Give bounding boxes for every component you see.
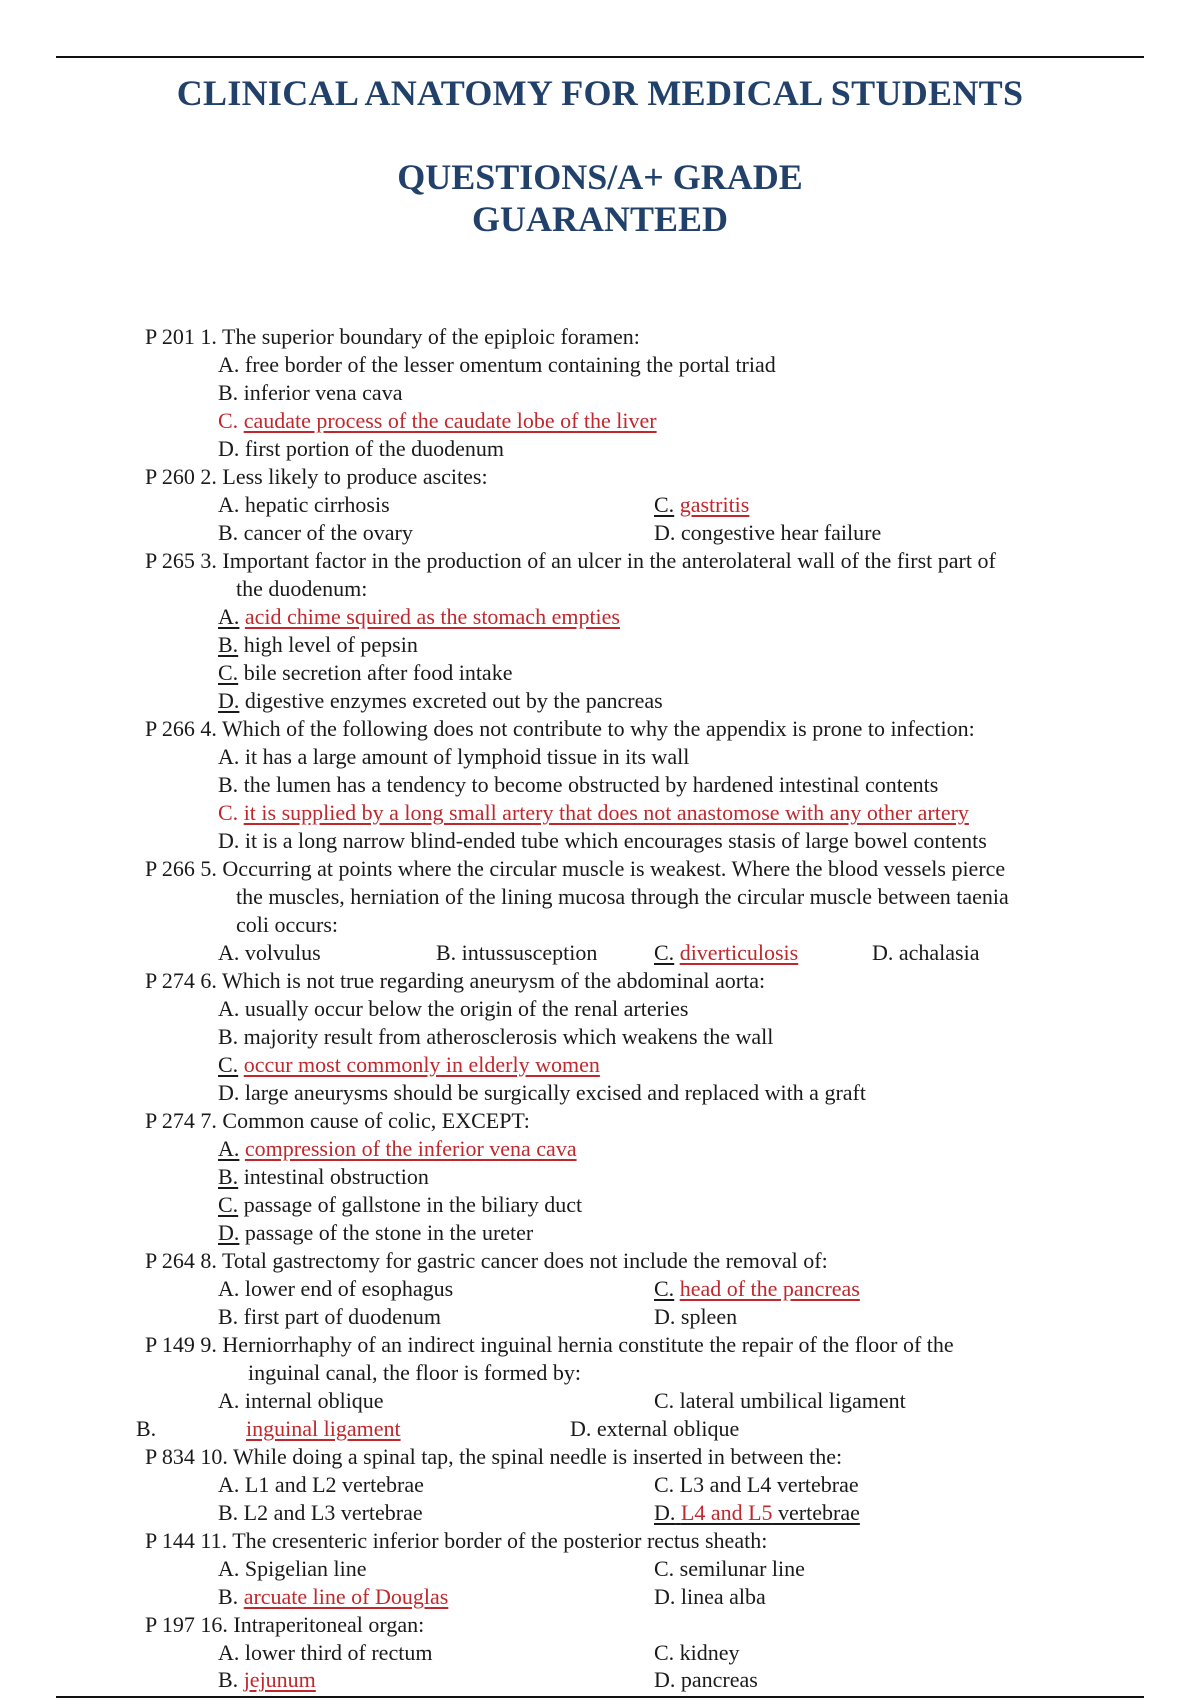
question-stem-continued: the duodenum: [236, 576, 368, 601]
answer-text: caudate process of the caudate lobe of the liver [243, 408, 657, 433]
option-text: passage of gallstone in the biliary duct [243, 1192, 583, 1217]
option-letter: C. [218, 660, 239, 685]
correct-option [218, 407, 657, 435]
option-b: B. L2 and L3 vertebrae [218, 1500, 423, 1525]
question-stem: P 274 6. Which is not true regarding aneurysm of the abdominal aorta: [145, 968, 766, 993]
option-text: passage of the stone in the ureter [244, 1220, 534, 1245]
option-letter: C. [218, 1192, 239, 1217]
document-subtitle [0, 156, 1200, 240]
correct-option-text: inguinal ligament [246, 1416, 401, 1441]
answer-text: compression of the inferior vena cava [244, 1136, 577, 1161]
answer-text: occur most commonly in elderly women [243, 1052, 600, 1077]
option-d: D. congestive hear failure [654, 520, 882, 545]
option-d: D. external oblique [570, 1416, 740, 1441]
option-d [218, 687, 663, 715]
option-d: D. it is a long narrow blind-ended tube which encourages stasis of large bowel contents [218, 828, 987, 853]
option-letter: D. [218, 688, 240, 713]
option-a: A. hepatic cirrhosis [218, 492, 390, 517]
correct-option [218, 1051, 600, 1079]
option-b: B. first part of duodenum [218, 1304, 442, 1329]
correct-option [218, 1583, 448, 1611]
option-letter: C. [654, 940, 675, 965]
correct-option [218, 1666, 316, 1694]
correct-option [654, 1499, 860, 1527]
question-stem: P 265 3. Important factor in the production of an ulcer in the anterolateral wall of the first part of [145, 548, 996, 573]
option-letter: D. [654, 1500, 676, 1525]
option-letter: C. [654, 1276, 675, 1301]
answer-text: jejunum [243, 1667, 316, 1692]
option-c: C. lateral umbilical ligament [654, 1388, 906, 1413]
option-text: bile secretion after food intake [243, 660, 513, 685]
option-a: A. lower end of esophagus [218, 1276, 454, 1301]
option-letter: B. [218, 1584, 239, 1609]
option-letter: C. [218, 1052, 239, 1077]
option-a: A. Spigelian line [218, 1556, 367, 1581]
option-d: D. pancreas [654, 1667, 758, 1692]
option-letter: B. [218, 1164, 239, 1189]
correct-option [218, 603, 620, 631]
question-stem-continued: the muscles, herniation of the lining mucosa through the circular muscle between taenia [236, 884, 1009, 909]
correct-option [654, 491, 749, 519]
option-b: B. cancer of the ovary [218, 520, 413, 545]
option-letter: C. [654, 492, 675, 517]
option-d: D. linea alba [654, 1584, 766, 1609]
option-text: digestive enzymes excreted out by the pancreas [244, 688, 663, 713]
option-d: D. large aneurysms should be surgically excised and replaced with a graft [218, 1080, 866, 1105]
correct-option [218, 1135, 577, 1163]
correct-option [218, 799, 969, 827]
answer-text: head of the pancreas [679, 1276, 860, 1301]
question-stem: P 197 16. Intraperitoneal organ: [145, 1612, 425, 1637]
option-letter: A. [218, 1136, 240, 1161]
top-rule [56, 56, 1144, 58]
correct-option [654, 939, 798, 967]
answer-text: L4 and L5 [680, 1500, 773, 1525]
option-b: B. intussusception [436, 940, 598, 965]
option-d: D. spleen [654, 1304, 738, 1329]
question-stem: P 834 10. While doing a spinal tap, the spinal needle is inserted in between the: [145, 1444, 843, 1469]
answer-text: gastritis [679, 492, 750, 517]
option-a: A. volvulus [218, 940, 321, 965]
correct-option-letter: B. [136, 1416, 157, 1441]
question-stem-continued: coli occurs: [236, 912, 339, 937]
option-letter: C. [218, 800, 239, 825]
answer-text: it is supplied by a long small artery that does not anastomose with any other artery [243, 800, 969, 825]
option-c: C. L3 and L4 vertebrae [654, 1472, 859, 1497]
question-stem: P 149 9. Herniorrhaphy of an indirect inguinal hernia constitute the repair of the floor of the [145, 1332, 954, 1357]
correct-option [654, 1275, 860, 1303]
option-letter: C. [218, 408, 239, 433]
option-a: A. usually occur below the origin of the renal arteries [218, 996, 689, 1021]
question-stem: P 144 11. The cresenteric inferior border of the posterior rectus sheath: [145, 1528, 768, 1553]
subtitle-line-2: GUARANTEED [471, 199, 729, 239]
option-a: A. internal oblique [218, 1388, 384, 1413]
bottom-rule [56, 1696, 1144, 1698]
option-a: A. it has a large amount of lymphoid tissue in its wall [218, 744, 690, 769]
question-stem: P 274 7. Common cause of colic, EXCEPT: [145, 1108, 530, 1133]
answer-text-suffix: vertebrae [772, 1500, 860, 1525]
option-letter: D. [218, 1220, 240, 1245]
option-c [218, 659, 512, 687]
option-d: D. achalasia [872, 940, 980, 965]
question-stem: P 266 4. Which of the following does not contribute to why the appendix is prone to infection: [145, 716, 975, 741]
option-letter: B. [218, 1667, 239, 1692]
option-text: high level of pepsin [243, 632, 418, 657]
option-a: A. free border of the lesser omentum containing the portal triad [218, 352, 776, 377]
option-a: A. L1 and L2 vertebrae [218, 1472, 424, 1497]
option-b: B. inferior vena cava [218, 380, 403, 405]
option-b [218, 1163, 429, 1191]
option-b: B. majority result from atherosclerosis which weakens the wall [218, 1024, 774, 1049]
answer-text: arcuate line of Douglas [243, 1584, 449, 1609]
question-stem: P 266 5. Occurring at points where the circular muscle is weakest. Where the blood vessels pierce [145, 856, 1006, 881]
option-text: intestinal obstruction [243, 1164, 429, 1189]
option-letter: A. [218, 604, 240, 629]
question-stem: P 264 8. Total gastrectomy for gastric cancer does not include the removal of: [145, 1248, 828, 1273]
document-title: CLINICAL ANATOMY FOR MEDICAL STUDENTS [176, 73, 1024, 113]
option-c: C. semilunar line [654, 1556, 805, 1581]
question-stem: P 260 2. Less likely to produce ascites: [145, 464, 488, 489]
option-a: A. lower third of rectum [218, 1640, 433, 1665]
question-stem: P 201 1. The superior boundary of the epiploic foramen: [145, 324, 640, 349]
answer-text: acid chime squired as the stomach empties [244, 604, 620, 629]
option-d: D. first portion of the duodenum [218, 436, 504, 461]
subtitle-line-1: QUESTIONS/A+ GRADE [397, 157, 803, 197]
option-letter: B. [218, 632, 239, 657]
option-c [218, 1191, 582, 1219]
option-c: C. kidney [654, 1640, 740, 1665]
answer-text: diverticulosis [679, 940, 799, 965]
question-stem-continued: inguinal canal, the floor is formed by: [248, 1360, 581, 1385]
option-b [218, 631, 418, 659]
option-d [218, 1219, 533, 1247]
option-b: B. the lumen has a tendency to become obstructed by hardened intestinal contents [218, 772, 939, 797]
